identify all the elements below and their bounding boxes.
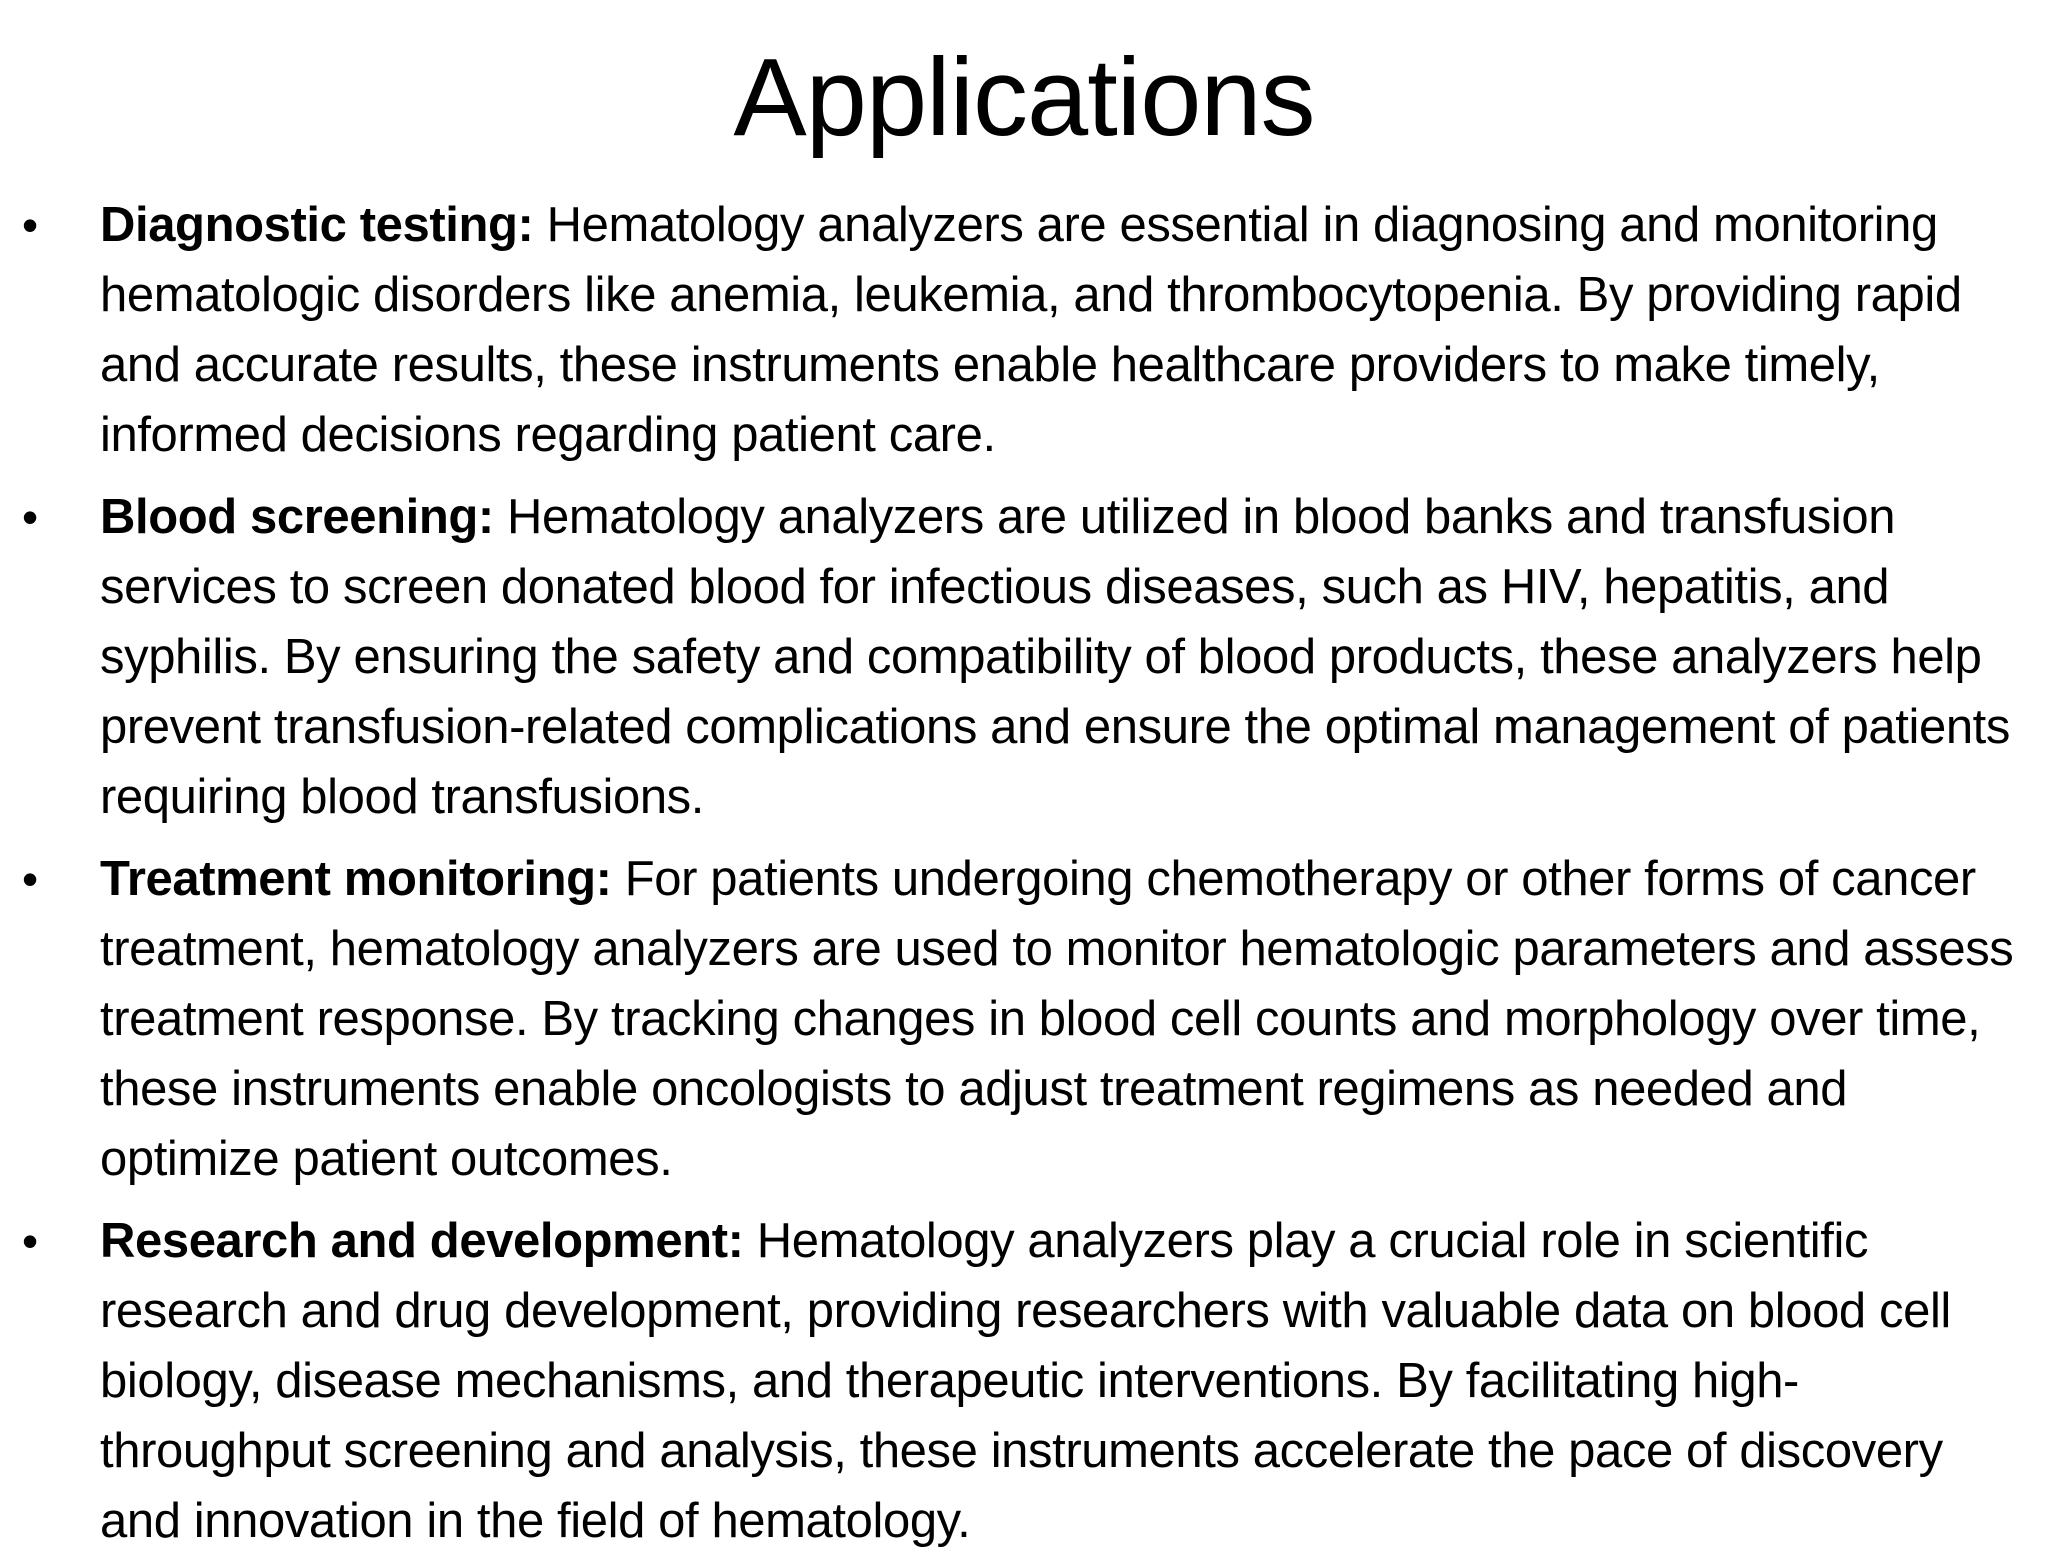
bullet-dot-icon: •	[22, 1215, 38, 1267]
bullet-text: Hematology analyzers play a crucial role in scientific research and drug development, providing researchers with valuable data on blood cell biology, disease mechanisms, and therapeutic interventions. By facilitating high-throughput screening and analysis, these instruments accelerate the pace of discovery and innovation in the field of hematology.	[100, 1214, 1951, 1548]
bullet-heading: Diagnostic testing:	[100, 198, 534, 252]
bullet-dot-icon: •	[22, 491, 38, 543]
bullet-item-blood-screening	[22, 482, 2022, 832]
bullet-item-treatment-monitoring	[22, 844, 2022, 1194]
bullet-heading: Research and development:	[100, 1214, 744, 1268]
bullet-item-diagnostic-testing	[22, 190, 2022, 470]
bullet-text: For patients undergoing chemotherapy or other forms of cancer treatment, hematology analyzers are used to monitor hematologic parameters and assess treatment response. By tracking changes in blood cell counts and morphology over time, these instruments enable oncologists to adjust treatment regimens as needed and optimize patient outcomes.	[100, 852, 2014, 1186]
bullet-dot-icon: •	[22, 199, 38, 251]
bullet-heading: Blood screening:	[100, 490, 494, 544]
bullet-heading: Treatment monitoring:	[100, 852, 612, 906]
slide-title: Applications	[733, 36, 1315, 159]
bullet-item-research-and-development	[22, 1206, 2022, 1556]
bullet-list	[22, 190, 2022, 1568]
bullet-dot-icon: •	[22, 853, 38, 905]
bullet-text: Hematology analyzers are essential in diagnosing and monitoring hematologic disorders like anemia, leukemia, and thrombocytopenia. By providing rapid and accurate results, these instruments enable healthcare providers to make timely, informed decisions regarding patient care.	[100, 198, 1962, 462]
bullet-text: Hematology analyzers are utilized in blood banks and transfusion services to screen donated blood for infectious diseases, such as HIV, hepatitis, and syphilis. By ensuring the safety and compatibility of blood products, these analyzers help prevent transfusion-related complications and ensure the optimal management of patients requiring blood transfusions.	[100, 490, 2010, 824]
